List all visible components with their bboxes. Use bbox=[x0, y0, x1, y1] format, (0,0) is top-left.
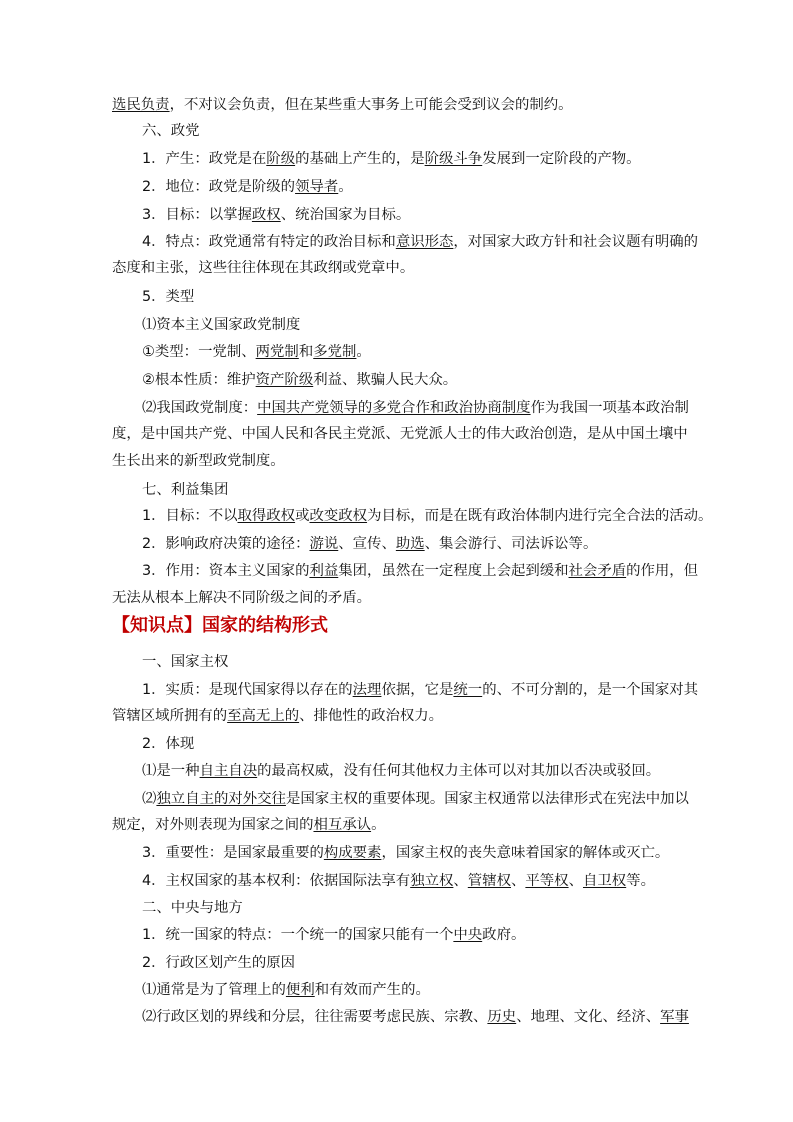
text-run: 、 bbox=[453, 873, 468, 889]
text-run: 、 bbox=[510, 873, 526, 889]
text-run: 态度和主张，这些往往体现在其政纲或党章中。 bbox=[112, 260, 415, 276]
text-run: 2．行政区划产生的原因 bbox=[142, 955, 296, 971]
text-run: ，不对议会负责，但在某些重大事务上可能会受到议会的制约。 bbox=[169, 97, 573, 113]
underlined-key-term: 意识形态 bbox=[395, 234, 454, 250]
text-run: ⑴资本主义国家政党制度 bbox=[142, 317, 301, 333]
text-run: 3．作用：资本主义国家的 bbox=[142, 563, 310, 579]
paragraph-line bbox=[142, 871, 684, 891]
text-run: 利益、欺骗人民大众。 bbox=[313, 372, 458, 388]
text-run: 2．地位：政党是阶级的 bbox=[142, 179, 296, 195]
underlined-key-term: 构成要素 bbox=[323, 845, 382, 861]
text-run: 5．类型 bbox=[142, 289, 195, 305]
text-run: 规定，对外则表现为国家之间的 bbox=[112, 817, 314, 833]
paragraph-line bbox=[112, 424, 688, 444]
text-run: 的最高权威，没有任何其他权力主体可以对其加以否决或驳回。 bbox=[257, 763, 661, 779]
text-run: 度，是中国共产党、中国人民和各民主党派、无党派人士的伟大政治创造，是从中国土壤中 bbox=[112, 426, 688, 442]
text-run: ，对国家大政方针和社会议题有明确的 bbox=[453, 234, 699, 250]
underlined-key-term: 助选 bbox=[395, 536, 425, 552]
text-run: 的作用，但 bbox=[626, 563, 699, 579]
text-run: 2．体现 bbox=[142, 736, 195, 752]
paragraph-line bbox=[142, 370, 684, 390]
paragraph-line bbox=[142, 534, 684, 554]
text-run: 无法从根本上解决不同阶级之间的矛盾。 bbox=[112, 590, 372, 606]
text-run: 二、中央与地方 bbox=[142, 900, 243, 916]
text-run: 、宣传、 bbox=[338, 536, 396, 552]
text-run: ①类型：一党制、 bbox=[142, 344, 256, 360]
text-run: ⑴通常是为了管理上的 bbox=[142, 982, 286, 998]
underlined-key-term: 两党制 bbox=[255, 344, 299, 360]
paragraph-line bbox=[142, 480, 714, 500]
text-run: 1．统一国家的特点：一个统一的国家只能有一个 bbox=[142, 927, 454, 943]
underlined-key-term: 取得政权 bbox=[237, 508, 296, 524]
underlined-key-term: 独立自主的对外交往 bbox=[156, 791, 286, 807]
paragraph-line bbox=[142, 149, 684, 169]
text-run: 1．目标：不以 bbox=[142, 508, 238, 524]
underlined-key-term: 选民负责 bbox=[112, 97, 170, 113]
underlined-key-term: 统一 bbox=[453, 682, 483, 698]
underlined-key-term: 相互承认 bbox=[313, 817, 372, 833]
paragraph-line bbox=[112, 258, 684, 278]
paragraph-line bbox=[142, 789, 689, 809]
text-run: 等。 bbox=[626, 873, 655, 889]
text-run: 的、不可分割的，是一个国家对其 bbox=[482, 682, 699, 698]
underlined-key-term: 利益 bbox=[309, 563, 339, 579]
paragraph-line bbox=[142, 506, 713, 526]
underlined-key-term: 便利 bbox=[285, 982, 315, 998]
text-run: 发展到一定阶段的产物。 bbox=[482, 151, 641, 167]
text-run: ，国家主权的丧失意味着国家的解体或灭亡。 bbox=[381, 845, 670, 861]
underlined-key-term: 中央 bbox=[453, 927, 483, 943]
paragraph-line bbox=[142, 121, 714, 141]
underlined-key-term: 法理 bbox=[352, 682, 382, 698]
paragraph-line bbox=[142, 734, 684, 754]
underlined-key-term: 管辖权 bbox=[467, 873, 511, 889]
underlined-key-term: 阶级 bbox=[266, 151, 296, 167]
paragraph-line bbox=[142, 953, 684, 973]
text-run: 3．目标：以掌握 bbox=[142, 207, 252, 223]
underlined-key-term: 平等权 bbox=[525, 873, 569, 889]
text-run: 1．产生：政党是在 bbox=[142, 151, 267, 167]
text-run: 是国家主权的重要体现。国家主权通常以法律形式在宪法中加以 bbox=[285, 791, 689, 807]
text-run: 、排他性的政治权力。 bbox=[299, 708, 444, 724]
paragraph-line bbox=[142, 205, 684, 225]
underlined-key-term: 改变政权 bbox=[309, 508, 368, 524]
underlined-key-term: 独立权 bbox=[410, 873, 454, 889]
paragraph-line bbox=[142, 843, 684, 863]
paragraph-line bbox=[142, 898, 714, 918]
text-run: 、地理、文化、经济、 bbox=[516, 1009, 661, 1025]
text-run: 或 bbox=[295, 508, 310, 524]
paragraph-line bbox=[142, 761, 684, 781]
text-run: 和有效而产生的。 bbox=[314, 982, 430, 998]
text-run: ⑵行政区划的界线和分层，往往需要考虑民族、宗教、 bbox=[142, 1009, 488, 1025]
text-run: 。 bbox=[356, 344, 371, 360]
paragraph-line bbox=[142, 561, 699, 581]
text-run: 、集会游行、司法诉讼等。 bbox=[424, 536, 598, 552]
paragraph-line bbox=[142, 680, 699, 700]
text-run: 七、利益集团 bbox=[142, 482, 229, 498]
underlined-key-term: 游说 bbox=[309, 536, 339, 552]
paragraph-line bbox=[112, 588, 684, 608]
paragraph-line bbox=[112, 451, 684, 471]
underlined-key-term: 中国共产党领导的多党合作和政治协商制度 bbox=[257, 400, 531, 416]
paragraph-line bbox=[142, 1007, 689, 1027]
text-run: 依据，它是 bbox=[381, 682, 454, 698]
paragraph-line bbox=[142, 177, 684, 197]
paragraph-line bbox=[112, 706, 684, 726]
paragraph-line bbox=[112, 815, 684, 835]
text-run: 集团，虽然在一定程度上会起到缓和 bbox=[338, 563, 569, 579]
paragraph-line bbox=[142, 315, 684, 335]
text-run: 3．重要性：是国家最重要的 bbox=[142, 845, 324, 861]
text-run: ⑵我国政党制度： bbox=[142, 400, 258, 416]
text-run: 。 bbox=[338, 179, 353, 195]
text-run: 2．影响政府决策的途径： bbox=[142, 536, 310, 552]
text-run: 六、政党 bbox=[142, 123, 200, 139]
text-run: ⑴是一种 bbox=[142, 763, 200, 779]
underlined-key-term: 阶级斗争 bbox=[424, 151, 483, 167]
underlined-key-term: 历史 bbox=[487, 1009, 517, 1025]
paragraph-line bbox=[142, 652, 714, 672]
underlined-key-term: 军事 bbox=[660, 1009, 689, 1025]
text-run: 1．实质：是现代国家得以存在的 bbox=[142, 682, 353, 698]
underlined-key-term: 至高无上的 bbox=[227, 708, 300, 724]
paragraph-line bbox=[142, 980, 684, 1000]
text-run: 。 bbox=[371, 817, 386, 833]
text-run: 、统治国家为目标。 bbox=[280, 207, 411, 223]
text-run: 政府。 bbox=[482, 927, 526, 943]
paragraph-line bbox=[142, 925, 684, 945]
underlined-key-term: 多党制 bbox=[313, 344, 357, 360]
text-run: 管辖区域所拥有的 bbox=[112, 708, 228, 724]
paragraph-line bbox=[112, 95, 684, 115]
underlined-key-term: 自主自决 bbox=[199, 763, 258, 779]
text-run: 一、国家主权 bbox=[142, 654, 229, 670]
section-heading: 【知识点】国家的结构形式 bbox=[112, 615, 328, 636]
text-run: ②根本性质：维护 bbox=[142, 372, 256, 388]
text-run: 、 bbox=[568, 873, 583, 889]
text-run: 的基础上产生的，是 bbox=[295, 151, 425, 167]
text-run: ⑵ bbox=[142, 791, 157, 807]
paragraph-line bbox=[142, 232, 699, 252]
paragraph-line bbox=[142, 398, 689, 418]
underlined-key-term: 自卫权 bbox=[582, 873, 627, 889]
text-run: 4．特点：政党通常有特定的政治目标和 bbox=[142, 234, 396, 250]
underlined-key-term: 政权 bbox=[251, 207, 281, 223]
underlined-key-term: 领导者 bbox=[295, 179, 339, 195]
text-run: 4．主权国家的基本权利：依据国际法享有 bbox=[142, 873, 411, 889]
text-run: 生长出来的新型政党制度。 bbox=[112, 453, 285, 469]
paragraph-line bbox=[142, 342, 684, 362]
paragraph-line bbox=[142, 287, 684, 307]
underlined-key-term: 社会矛盾 bbox=[568, 563, 627, 579]
text-run: 和 bbox=[298, 344, 314, 360]
underlined-key-term: 资产阶级 bbox=[255, 372, 314, 388]
text-run: 作为我国一项基本政治制 bbox=[530, 400, 689, 416]
text-run: 为目标，而是在既有政治体制内进行完全合法的活动。 bbox=[367, 508, 713, 524]
